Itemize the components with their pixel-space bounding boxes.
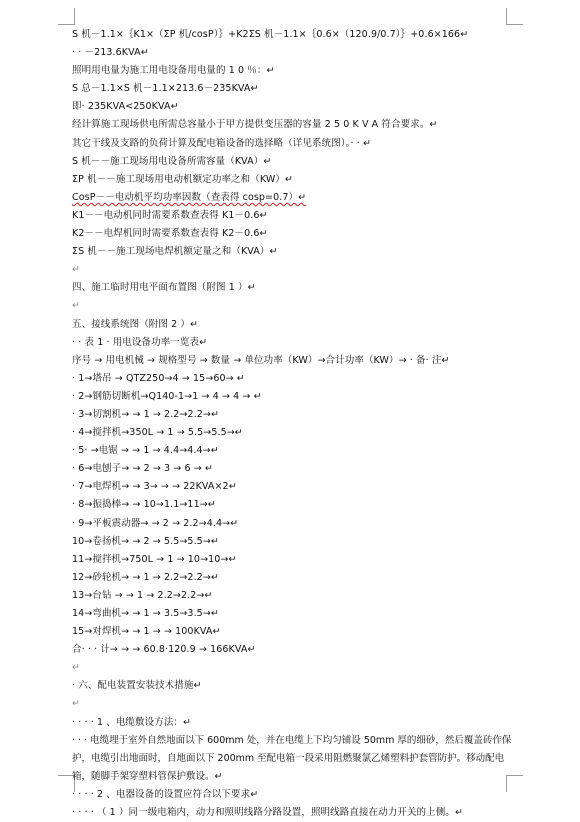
section-4-heading: 四、施工临时用电平面布置图（附图 1 ）↵ — [72, 282, 256, 294]
section-5-heading: 五、接线系统图（附图 2 ）↵ — [72, 318, 199, 330]
empty-paragraph: ↵ — [72, 300, 81, 312]
document-body — [72, 26, 520, 822]
definition-ss: ΣS 机－－施工现场电焊机额定量之和（KVA）↵ — [72, 246, 278, 258]
other-loads-note: 其它干线及支路的负荷计算及配电箱设备的选择略（详见系统图）。· · ↵ — [72, 137, 372, 149]
definition-cosp: CosP－－电动机平均功率因数（查表得 cosp=0.7）↵ — [72, 191, 307, 203]
page-corner-mark-top-left — [58, 8, 75, 25]
requirement-item-1: · · · · （ 1 ）同一级电箱内，动力和照明线路分路设置，照明线路直接在动力开关的上侧。↵ — [72, 807, 464, 819]
table-total-row: 合· · · 计→ → → 60.8·120.9 → 166KVA↵ — [72, 644, 256, 656]
table-row: · 1→塔吊 → QTZ250→4 → 15→60→ ↵ — [72, 372, 245, 384]
table-row: · 3→切割机→ → 1 → 2.2→2.2→↵ — [72, 408, 220, 420]
table-row: · 8→振捣棒→ → 10→1.1→11→↵ — [72, 499, 216, 511]
table-row: 12→砂轮机→ → 1 → 2.2→2.2→↵ — [72, 571, 219, 583]
formula-line: S 机－1.1×｛K1×（ΣP 机/cosP）｝+K2ΣS 机－1.1×｛0.6×（120.9/0.7）｝+0.6×166↵ — [72, 29, 469, 40]
table-header: 序号 → 用电机械 → 规格型号 → 数量 → 单位功率（KW）→合计功率（KW）→ · 备· 注↵ — [72, 354, 450, 366]
definition-s: S 机－－施工现场用电设备所需容量（KVA）↵ — [72, 155, 272, 167]
table-caption: · · 表 1 · 用电设备功率一览表↵ — [72, 336, 208, 348]
table-row: 11→搅拌机→750L → 1 → 10→10→↵ — [72, 553, 237, 565]
cable-laying-paragraph: · · · 电缆埋于室外自然地面以下 600mm 处，并在电缆上下均匀铺设 50mm 厚的细砂，然后覆盖砖作保护，电缆引出地面时，自地面以下 200mm 至配电箱一段采用阻燃聚氯乙烯塑料护套管防护。移动配电箱，随脚手架穿塑料管保护敷设。↵ — [72, 734, 512, 782]
table-row: · 5· →电锯 → → 1 → 4.4→4.4→↵ — [72, 445, 219, 457]
table-row: 10→卷扬机→ → 2 → 5.5→5.5→↵ — [72, 535, 219, 547]
empty-paragraph: ↵ — [72, 662, 81, 674]
section-6-heading: · 六、配电装置安装技术措施↵ — [72, 680, 202, 692]
table-row: 13→台钻 → → 1 → 2.2→2.2→↵ — [72, 589, 213, 601]
page-corner-mark-top-right — [506, 8, 523, 25]
capacity-conclusion: 经计算施工现场供电所需总容量小于甲方提供变压器的容量 2 5 0 K V A 符合要求。↵ — [72, 119, 438, 131]
lighting-note: 照明用电量为施工用电设备用电量的 1 0 ％：↵ — [72, 65, 275, 77]
definition-p: ΣP 机－－施工现场用电动机额定功率之和（KW）↵ — [72, 173, 293, 185]
empty-paragraph: ↵ — [72, 698, 81, 710]
table-row: 14→弯曲机→ → 1 → 3.5→3.5→↵ — [72, 608, 219, 619]
table-row: · 2→钢筋切断机→Q140-1→1 → 4 → 4 → ↵ — [72, 390, 262, 402]
table-row: 15→对焊机→ → 1 → → 100KVA↵ — [72, 626, 221, 638]
table-row: · 7→电焊机→ → 3→ → → 22KVA×2↵ — [72, 481, 237, 493]
formula-result: · · －213.6KVA↵ — [72, 47, 149, 59]
total-compare: 即· 235KVA<250KVA↵ — [72, 101, 179, 113]
definition-k1: K1－－电动机同时需要系数查表得 K1－0.6↵ — [72, 209, 268, 221]
subsection-2-heading: · · · · 2 、电器设备的设置应符合以下要求↵ — [72, 788, 259, 800]
table-row: · 4→搅拌机→350L → 1 → 5.5→5.5→↵ — [72, 427, 243, 439]
definition-k2: K2－－电焊机同时需要系数查表得 K2－0.6↵ — [72, 228, 268, 240]
empty-paragraph: ↵ — [72, 264, 81, 276]
table-row: · 9→平板震动器→ → 2 → 2.2→4.4→↵ — [72, 517, 239, 529]
total-formula: S 总－1.1×S 机－1.1×213.6－235KVA↵ — [72, 83, 259, 95]
subsection-1-heading: · · · · 1 、电缆敷设方法：↵ — [72, 716, 192, 728]
table-row: · 6→电刨子→ → 2 → 3 → 6 → ↵ — [72, 463, 213, 475]
